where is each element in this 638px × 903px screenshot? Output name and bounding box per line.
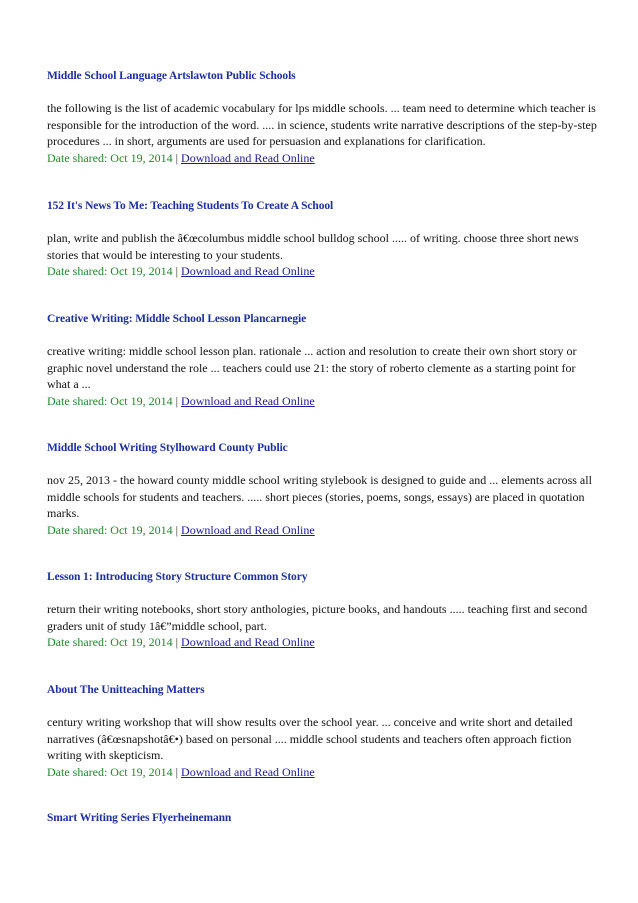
list-item	[47, 198, 597, 279]
meta-separator: |	[172, 522, 182, 537]
date-shared-label: Date shared: Oct 19, 2014	[47, 264, 173, 278]
list-item	[47, 569, 597, 650]
entry-meta	[47, 522, 597, 538]
entry-description: plan, write and publish the â€œcolumbus middle school bulldog school ..... of writing. choose three short news stories that would be interesting to your students.	[47, 231, 579, 262]
download-read-online-link[interactable]: Download and Read Online	[181, 393, 315, 408]
entry-title: Middle School Writing Stylhoward County Public	[47, 442, 288, 454]
entry-title: Smart Writing Series Flyerheinemann	[47, 812, 232, 824]
entry-description: century writing workshop that will show results over the school year. ... conceive and write short and detailed narratives (â€œsnapshotâ€•) based on personal .... middle school students and teachers often approach fiction writing with skepticism.	[47, 715, 573, 762]
entry-title: Middle School Language Artslawton Public Schools	[47, 70, 296, 82]
download-read-online-link[interactable]: Download and Read Online	[181, 150, 315, 165]
list-item	[47, 311, 597, 409]
meta-separator: |	[172, 635, 182, 649]
date-shared-label: Date shared: Oct 19, 2014	[47, 522, 173, 537]
date-shared-label: Date shared: Oct 19, 2014	[47, 150, 173, 165]
entry-title: 152 It's News To Me: Teaching Students To Create A School	[47, 200, 334, 212]
entry-title: About The Unitteaching Matters	[47, 684, 205, 696]
list-item	[47, 440, 597, 538]
download-read-online-link[interactable]: Download and Read Online	[181, 264, 315, 278]
entry-description: nov 25, 2013 - the howard county middle school writing stylebook is designed to guide and ... elements across all middle schools for students and teachers. ..... short pieces (stories, poems, songs, essays) are placed in quotation marks.	[47, 473, 592, 520]
download-read-online-link[interactable]: Download and Read Online	[181, 522, 315, 537]
entry-meta	[47, 764, 597, 780]
list-item	[47, 68, 597, 166]
entry-description: return their writing notebooks, short story anthologies, picture books, and handouts ..... teaching first and second graders unit of study 1â€”middle school, part.	[47, 602, 588, 633]
entry-meta	[47, 263, 597, 279]
date-shared-label: Date shared: Oct 19, 2014	[47, 764, 173, 779]
meta-separator: |	[172, 150, 182, 165]
list-item	[47, 682, 597, 780]
list-item	[47, 810, 597, 842]
meta-separator: |	[172, 264, 182, 278]
entry-meta	[47, 150, 597, 166]
meta-separator: |	[172, 764, 182, 779]
download-read-online-link[interactable]: Download and Read Online	[181, 764, 315, 779]
entry-meta	[47, 634, 597, 650]
entry-meta	[47, 393, 597, 409]
entry-title: Lesson 1: Introducing Story Structure Common Story	[47, 571, 308, 583]
meta-separator: |	[172, 393, 182, 408]
download-read-online-link[interactable]: Download and Read Online	[181, 635, 315, 649]
entry-title: Creative Writing: Middle School Lesson Plancarnegie	[47, 313, 307, 325]
entry-description: the following is the list of academic vocabulary for lps middle schools. ... team need to determine which teacher is responsible for the introduction of the word. .... in science, students write narrative descriptions of the step-by-step procedures ... in short, arguments are used for persuasion and explanations for clarification.	[47, 101, 597, 148]
entry-description: creative writing: middle school lesson plan. rationale ... action and resolution to create their own short story or graphic novel understand the role ... teachers could use 21: the story of roberto clemente as a starting point for what a ...	[47, 344, 577, 391]
date-shared-label: Date shared: Oct 19, 2014	[47, 393, 173, 408]
date-shared-label: Date shared: Oct 19, 2014	[47, 635, 173, 649]
